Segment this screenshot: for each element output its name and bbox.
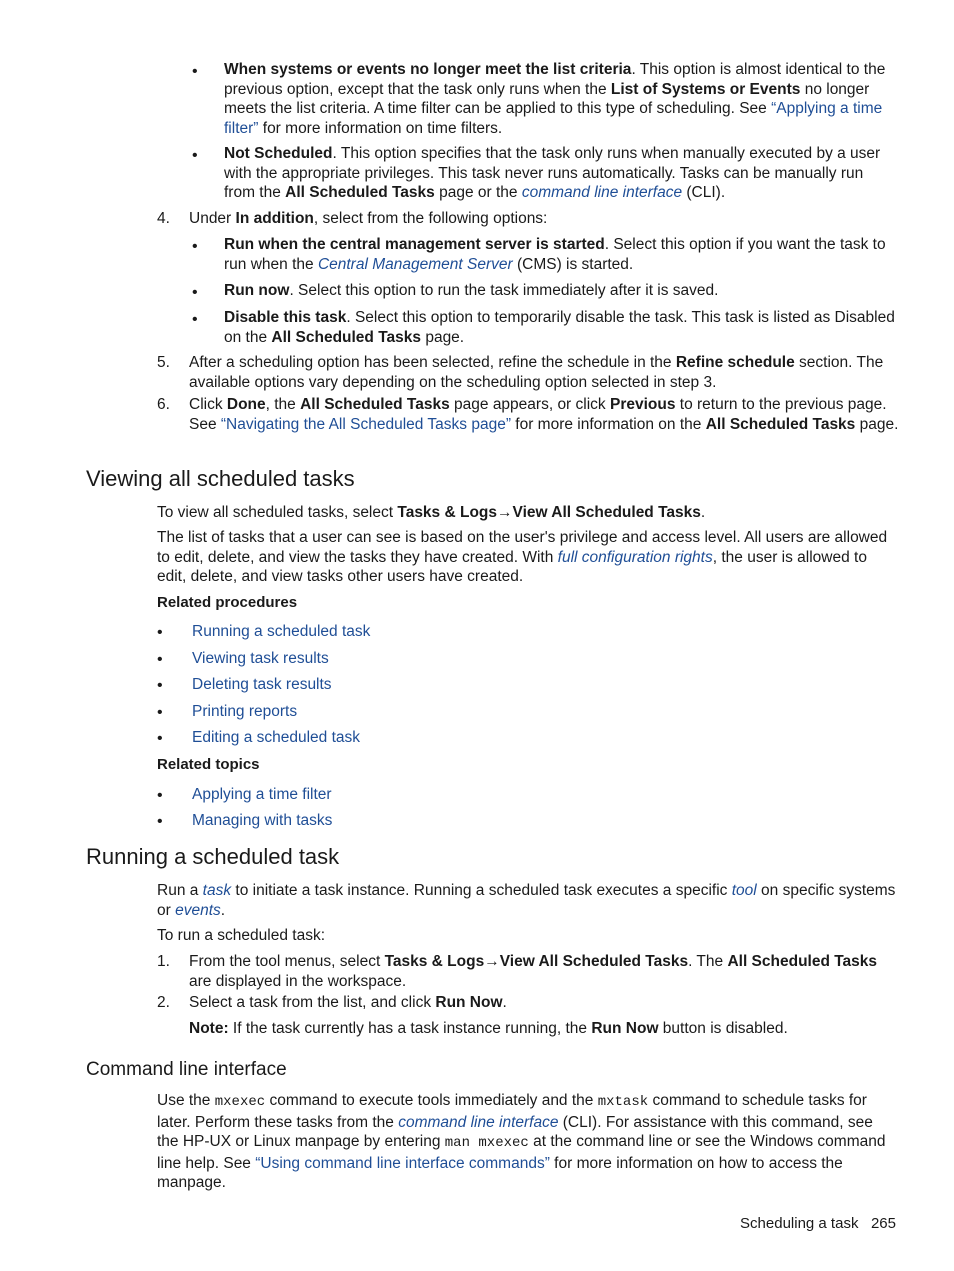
link-command-line-interface[interactable]: command line interface [521, 184, 683, 202]
step-number: 6. [157, 396, 170, 413]
page-number: 265 [870, 1215, 896, 1232]
note-label: Note: [189, 1020, 229, 1037]
bullet-dot: • [157, 787, 163, 804]
heading-viewing-all-scheduled-tasks: Viewing all scheduled tasks [86, 466, 355, 491]
step-number: 2. [157, 994, 170, 1011]
bullet-disable-task: Disable this task. Select this option to temporarily disable the task. This task is listed as Disabled on the All Scheduled Tasks page. [224, 309, 895, 346]
step-number: 1. [157, 953, 170, 970]
bullet-dot: • [157, 651, 163, 668]
running-step-2: Select a task from the list, and click Run Now. [189, 994, 507, 1011]
code-man-mxexec: man mxexec [444, 1135, 529, 1152]
step-5-text: After a scheduling option has been selected, refine the schedule in the Refine schedule section. The available options vary depending on the scheduling option selected in step 3. [189, 354, 884, 391]
link-central-management-server[interactable]: Central Management Server [317, 255, 513, 273]
footer-section-title: Scheduling a task [740, 1215, 859, 1232]
related-procedures-label: Related procedures [157, 594, 298, 611]
arrow-icon: → [484, 953, 500, 970]
related-topics-label: Related topics [157, 756, 260, 773]
link-applying-time-filter[interactable]: “Applying a time filter” [224, 100, 883, 137]
step-number: 5. [157, 354, 170, 371]
code-mxexec: mxexec [214, 1094, 266, 1110]
bullet-dot: • [192, 311, 198, 328]
code-mxtask: mxtask [597, 1094, 649, 1110]
running-step-1: From the tool menus, select Tasks & Logs→View All Scheduled Tasks. The All Scheduled Tasks are displayed in the workspace. [189, 953, 878, 990]
link-running-scheduled-task[interactable]: Running a scheduled task [192, 623, 371, 640]
link-viewing-task-results[interactable]: Viewing task results [192, 650, 329, 667]
step-6-text: Click Done, the All Scheduled Tasks page appears, or click Previous to return to the previous page. See “Navigating the All Scheduled Tasks page” for more information on the All Scheduled Tasks page. [189, 396, 899, 433]
bullet-list-criteria: When systems or events no longer meet the list criteria. This option is almost identical to the previous option, except that the task only runs when the List of Systems or Events no longer meets the list criteria. A time filter can be applied to this type of scheduling. See “Applying a time filter” for more information on time filters. [224, 61, 886, 137]
running-paragraph-1: Run a task to initiate a task instance. Running a scheduled task executes a specific tool on specific systems or events. [157, 882, 896, 919]
bullet-run-now: Run now. Select this option to run the task immediately after it is saved. [224, 282, 719, 299]
running-paragraph-2: To run a scheduled task: [157, 927, 326, 944]
bullet-dot: • [192, 284, 198, 301]
link-task[interactable]: task [202, 882, 232, 899]
link-printing-reports[interactable]: Printing reports [192, 703, 298, 720]
bullet-not-scheduled: Not Scheduled. This option specifies that the task only runs when manually executed by a user with the appropriate privileges. This task never runs automatically. Tasks can be manually run from the All Scheduled Tasks page or the command line interface (CLI). [224, 145, 881, 202]
heading-command-line-interface: Command line interface [86, 1059, 287, 1080]
link-navigating-all-scheduled-tasks[interactable]: “Navigating the All Scheduled Tasks page” [220, 415, 511, 433]
bullet-dot: • [157, 677, 163, 694]
link-command-line-interface-cli[interactable]: command line interface [398, 1113, 559, 1131]
bullet-run-when-cms-started: Run when the central management server is started. Select this option if you want the task to run when the Central Management Server (CMS) is started. [224, 236, 886, 273]
link-tool[interactable]: tool [731, 882, 757, 899]
viewing-paragraph-1: To view all scheduled tasks, select Tasks & Logs→View All Scheduled Tasks. [157, 504, 706, 521]
bullet-dot: • [157, 704, 163, 721]
bullet-dot: • [157, 813, 163, 830]
link-managing-with-tasks[interactable]: Managing with tasks [192, 812, 333, 829]
heading-running-scheduled-task: Running a scheduled task [86, 844, 340, 869]
step-4-text: Under In addition, select from the following options: [189, 210, 548, 227]
bullet-dot: • [157, 624, 163, 641]
bullet-dot: • [157, 730, 163, 747]
bullet-dot: • [192, 147, 198, 164]
viewing-paragraph-2: The list of tasks that a user can see is based on the user's privilege and access level. All users are allowed to edit, delete, and view the tasks they have created. With full configuration rights, the user is allowed to edit, delete, and view tasks other users have created. [157, 529, 888, 586]
link-events[interactable]: events [175, 901, 221, 919]
link-using-cli-commands[interactable]: “Using command line interface commands” [255, 1154, 550, 1172]
page-footer [740, 1214, 896, 1234]
bullet-dot: • [192, 63, 198, 80]
link-deleting-task-results[interactable]: Deleting task results [192, 676, 332, 693]
bullet-dot: • [192, 238, 198, 255]
link-editing-scheduled-task[interactable]: Editing a scheduled task [192, 729, 361, 746]
note: Note: If the task currently has a task instance running, the Run Now button is disabled. [189, 1020, 788, 1037]
link-applying-time-filter-topic[interactable]: Applying a time filter [192, 786, 332, 803]
link-full-configuration-rights[interactable]: full configuration rights [557, 548, 713, 566]
arrow-icon: → [497, 504, 513, 521]
step-number: 4. [157, 210, 170, 227]
cli-paragraph: Use the mxexec command to execute tools immediately and the mxtask command to schedule tasks for later. Perform these tasks from the command line interface (CLI). For assistance with this command, see the HP-UX or Linux manpage by entering man mxexec at the command line or see the Windows command line help. See “Using command line interface commands” for more information on how to access the manpage. [157, 1092, 886, 1192]
